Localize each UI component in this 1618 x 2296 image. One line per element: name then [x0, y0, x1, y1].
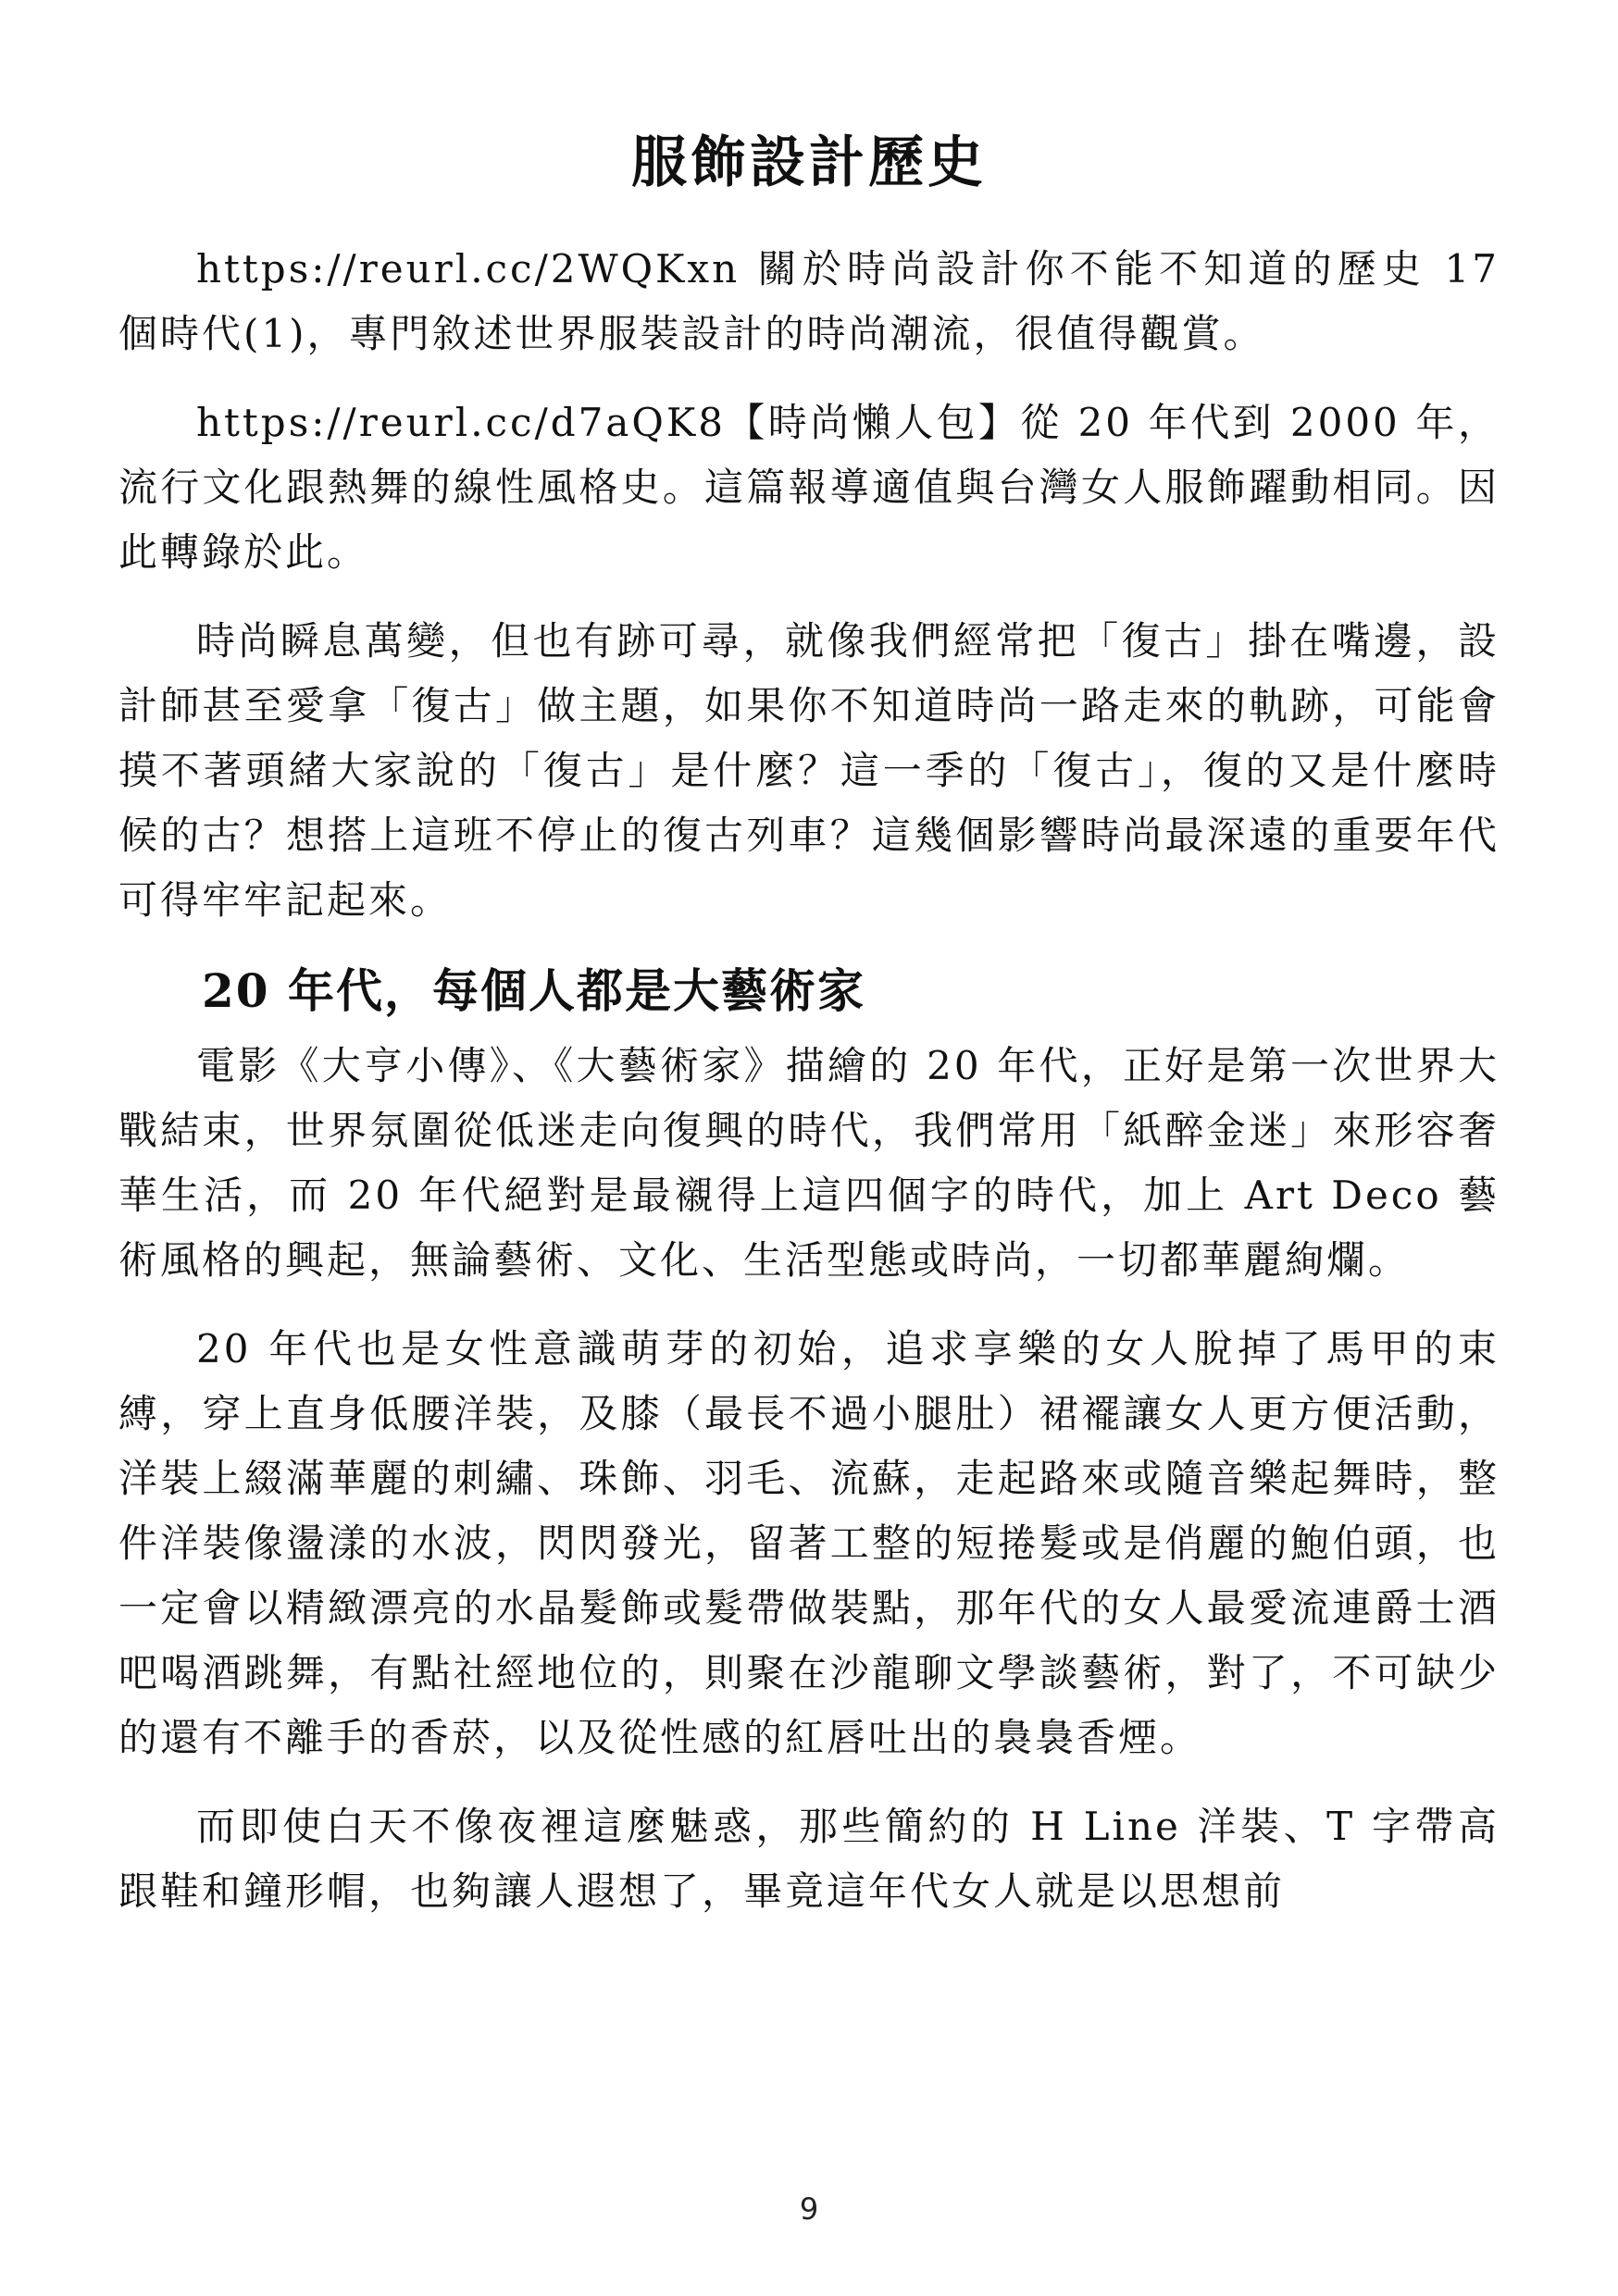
- page-number: 9: [799, 2191, 819, 2227]
- section-paragraph-1: 電影《大亨小傳》、《大藝術家》描繪的 20 年代，正好是第一次世界大戰結束，世界氛圍從低迷走向復興的時代，我們常用「紙醉金迷」來形容奢華生活，而 20 年代絕對是最襯得上這四個字的時代，加上 Art Deco 藝術風格的興起，無論藝術、文化、生活型態或時尚，一切都華麗絢爛。: [118, 1043, 1500, 1283]
- paragraph-link-1: https://reurl.cc/2WQKxn 關於時尚設計你不能不知道的歷史 17 個時代(1)，專門敘述世界服裝設計的時尚潮流，很值得觀賞。: [118, 246, 1500, 356]
- page-content: [118, 130, 1500, 1948]
- section-paragraph-2: 20 年代也是女性意識萌芽的初始，追求享樂的女人脫掉了馬甲的束縛，穿上直身低腰洋裝，及膝（最長不過小腿肚）裙襬讓女人更方便活動，洋裝上綴滿華麗的刺繡、珠飾、羽毛、流蘇，走起路來或隨音樂起舞時，整件洋裝像盪漾的水波，閃閃發光，留著工整的短捲髮或是俏麗的鮑伯頭，也一定會以精緻漂亮的水晶髮飾或髮帶做裝點，那年代的女人最愛流連爵士酒吧喝酒跳舞，有點社經地位的，則聚在沙龍聊文學談藝術，對了，不可缺少的還有不離手的香菸，以及從性感的紅唇吐出的裊裊香煙。: [118, 1326, 1500, 1760]
- section-heading: 20 年代，每個人都是大藝術家: [202, 963, 865, 1018]
- section-paragraph-3: 而即使白天不像夜裡這麼魅惑，那些簡約的 H Line 洋裝、T 字帶高跟鞋和鐘形帽，也夠讓人遐想了，畢竟這年代女人就是以思想前: [118, 1804, 1500, 1914]
- paragraph-intro: 時尚瞬息萬變，但也有跡可尋，就像我們經常把「復古」掛在嘴邊，設計師甚至愛拿「復古」做主題，如果你不知道時尚一路走來的軌跡，可能會摸不著頭緒大家說的「復古」是什麼？這一季的「復古」，復的又是什麼時候的古？想搭上這班不停止的復古列車？這幾個影響時尚最深遠的重要年代可得牢牢記起來。: [118, 618, 1500, 923]
- paragraph-link-2: https://reurl.cc/d7aQK8【時尚懶人包】從 20 年代到 2000 年，流行文化跟熱舞的線性風格史。這篇報導適值與台灣女人服飾躍動相同。因此轉錄於此。: [118, 400, 1500, 575]
- page-title: 服飾設計歷史: [631, 130, 987, 195]
